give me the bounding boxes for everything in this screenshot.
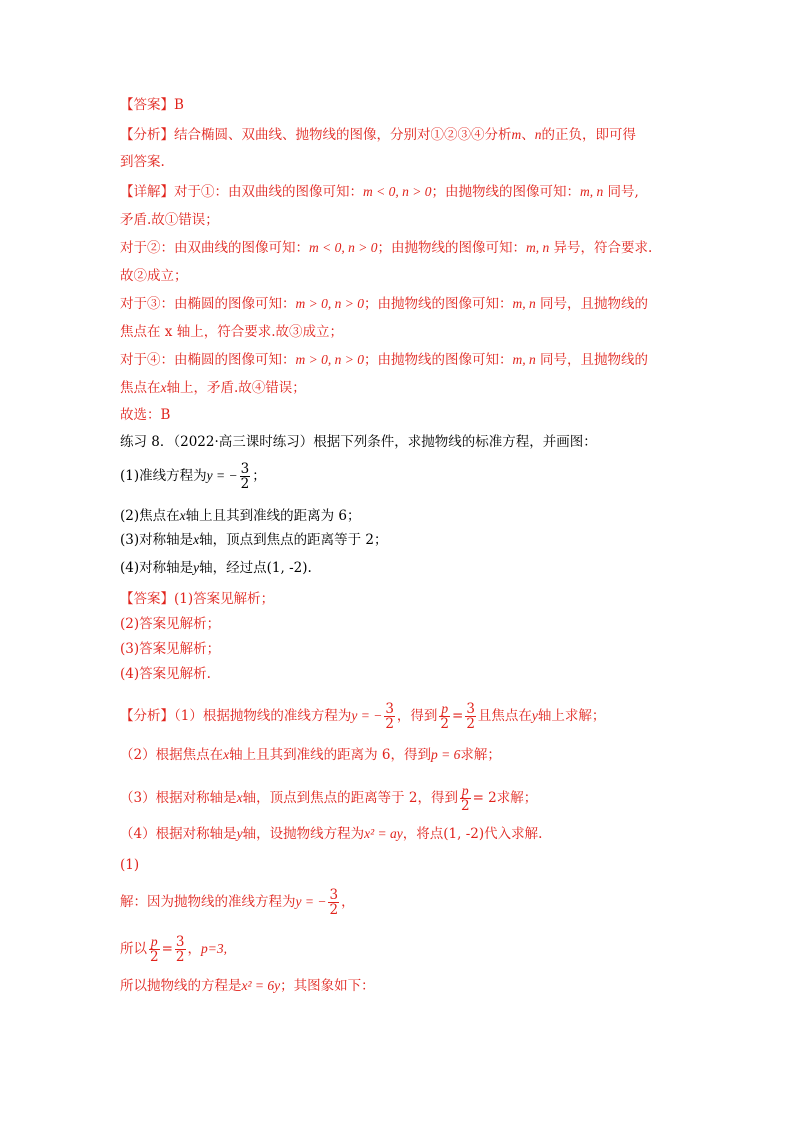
math: x² = 6y [241, 978, 281, 993]
detail-line-1 [120, 182, 639, 202]
text: 求解； [496, 790, 538, 806]
text: （4）根据对称轴是 [120, 826, 237, 842]
text: 轴，顶点到焦点的距离等于 2，得到 [242, 790, 458, 806]
math: p=3, [201, 941, 227, 956]
question-2 [120, 506, 361, 526]
var-x: x [179, 508, 186, 523]
fraction-3-2 [465, 702, 476, 731]
text: (1)准线方程为 [120, 468, 207, 484]
math: m < 0, n > 0 [363, 184, 432, 199]
denominator: 2 [240, 476, 250, 492]
var-x: x [160, 380, 167, 395]
point: (1, -2) [266, 560, 308, 576]
var-m: m [511, 127, 522, 142]
analysis-line-1 [120, 125, 636, 145]
text: ；由抛物线的图像可知： [363, 352, 513, 368]
text: 轴，顶点到焦点的距离等于 2； [199, 532, 388, 548]
text: 异号，符合要求. [549, 240, 653, 256]
text: 焦点在 [120, 380, 161, 396]
text: 【分析】（1）根据抛物线的准线方程为 [120, 708, 352, 724]
text: 轴，经过点 [199, 560, 267, 576]
text: 轴上求解； [537, 708, 606, 724]
math: p = 6 [430, 747, 461, 762]
text: ，得到 [396, 708, 438, 724]
question-4 [120, 558, 312, 578]
text: ；由抛物线的图像可知： [363, 296, 513, 312]
math: m > 0, n > 0 [295, 352, 364, 367]
math: m, n [512, 296, 536, 311]
solution-line-1 [120, 888, 355, 917]
analysis-line-2: 到答案. [120, 154, 165, 170]
denominator: 2 [460, 798, 470, 814]
text: 轴上且其到准线的距离为 6； [185, 508, 361, 524]
analysis-2 [120, 745, 501, 765]
text: 、 [521, 127, 535, 143]
text: 同号，且抛物线的 [535, 296, 649, 312]
denominator: 2 [466, 716, 475, 732]
answer-b-1: 【答案】B [120, 97, 184, 113]
choose-b: 故选：B [120, 407, 171, 423]
solution-label-1: (1) [120, 857, 140, 873]
solution-line-2 [120, 935, 227, 964]
text: 所以 [120, 941, 147, 957]
analysis-4 [120, 824, 542, 844]
fraction-3-2 [384, 702, 395, 731]
analysis-3 [120, 784, 537, 813]
detail2-line-1 [120, 238, 652, 258]
math: x² = ay [364, 826, 403, 841]
text: 代入求解. [484, 826, 543, 842]
detail-line-2: 矛盾.故①错误； [120, 212, 219, 228]
text: ；由抛物线的图像可知： [377, 240, 526, 256]
detail4-line-1 [120, 350, 648, 370]
var-x: x [193, 532, 200, 547]
analysis-1 [120, 702, 605, 731]
var-x: x [236, 790, 243, 805]
math: m > 0, n > 0 [295, 296, 364, 311]
fraction-p-2 [439, 702, 450, 731]
numerator: 3 [240, 461, 250, 477]
var-y: y [531, 708, 538, 723]
numerator: 3 [175, 934, 185, 950]
answer-4: (4)答案见解析. [120, 666, 211, 682]
text: 【分析】结合椭圆、双曲线、抛物线的图像，分别对①②③④分析 [120, 127, 512, 143]
fraction-3-2 [328, 888, 339, 917]
text: ，将点 [402, 826, 444, 842]
text: ； [252, 468, 266, 484]
solution-line-3 [120, 976, 375, 996]
numerator: 3 [466, 701, 475, 717]
numerator: p [150, 934, 158, 949]
denominator: 2 [440, 716, 449, 732]
numerator: p [461, 783, 469, 798]
denominator: 2 [175, 949, 185, 965]
text: 【详解】对于①：由双曲线的图像可知： [120, 184, 363, 200]
text: ， [341, 894, 355, 910]
fraction-p-2 [460, 784, 471, 813]
text: (2)焦点在 [120, 508, 180, 524]
text: . [307, 560, 312, 576]
answer-2: (2)答案见解析； [120, 616, 221, 632]
point: (1, -2) [443, 826, 485, 842]
text: 轴上，矛盾.故④错误； [166, 380, 306, 396]
text: ， [187, 941, 201, 957]
text: (3)对称轴是 [120, 532, 194, 548]
detail3-line-2: 焦点在 x 轴上，符合要求.故③成立； [120, 324, 343, 340]
math: m, n [512, 352, 536, 367]
fraction-p-2 [149, 935, 160, 964]
math: m, n [579, 184, 604, 199]
denominator: 2 [150, 949, 159, 965]
text: 同号，且抛物线的 [535, 352, 649, 368]
text: 对于③：由椭圆的图像可知： [120, 296, 296, 312]
math: y = − [295, 894, 327, 909]
detail3-line-1 [120, 294, 648, 314]
text: 轴，设抛物线方程为 [242, 826, 365, 842]
math: m, n [525, 240, 550, 255]
question-1 [120, 462, 266, 491]
var-y: y [236, 826, 243, 841]
text: 解：因为抛物线的准线方程为 [120, 894, 296, 910]
detail2-line-2: 故②成立； [120, 268, 188, 284]
math: y = − [206, 468, 238, 483]
text: 求解； [460, 747, 501, 763]
fraction-3-2 [240, 462, 251, 491]
equals-2: = 2 [472, 790, 497, 806]
text: 对于④：由椭圆的图像可知： [120, 352, 296, 368]
text: (4)对称轴是 [120, 560, 194, 576]
detail4-line-2 [120, 378, 306, 398]
denominator: 2 [385, 716, 394, 732]
text: 同号, [603, 184, 639, 200]
equals: = [452, 708, 464, 724]
text: ；由抛物线的图像可知： [431, 184, 580, 200]
question-3 [120, 530, 388, 550]
text: ；其图象如下： [280, 978, 375, 994]
exercise-8-title: 练习 8．（2022·高三课时练习）根据下列条件，求抛物线的标准方程，并画图： [120, 434, 597, 450]
numerator: 3 [385, 701, 394, 717]
var-x: x [223, 747, 230, 762]
fraction-3-2 [175, 935, 186, 964]
text: （2）根据焦点在 [120, 747, 224, 763]
text: 的正负，即可得 [541, 127, 636, 143]
text: 对于②：由双曲线的图像可知： [120, 240, 309, 256]
numerator: p [441, 701, 449, 716]
var-y: y [193, 560, 200, 575]
equals: = [161, 941, 173, 957]
math: m < 0, n > 0 [309, 240, 378, 255]
text: 轴上且其到准线的距离为 6，得到 [229, 747, 431, 763]
answer-1: 【答案】(1)答案见解析； [120, 591, 275, 607]
denominator: 2 [329, 902, 339, 918]
text: 所以抛物线的方程是 [120, 978, 242, 994]
var-n: n [534, 127, 542, 142]
text: 且焦点在 [477, 708, 532, 724]
answer-3: (3)答案见解析； [120, 641, 221, 657]
numerator: 3 [329, 887, 339, 903]
math: y = − [351, 708, 383, 723]
text: （3）根据对称轴是 [120, 790, 237, 806]
